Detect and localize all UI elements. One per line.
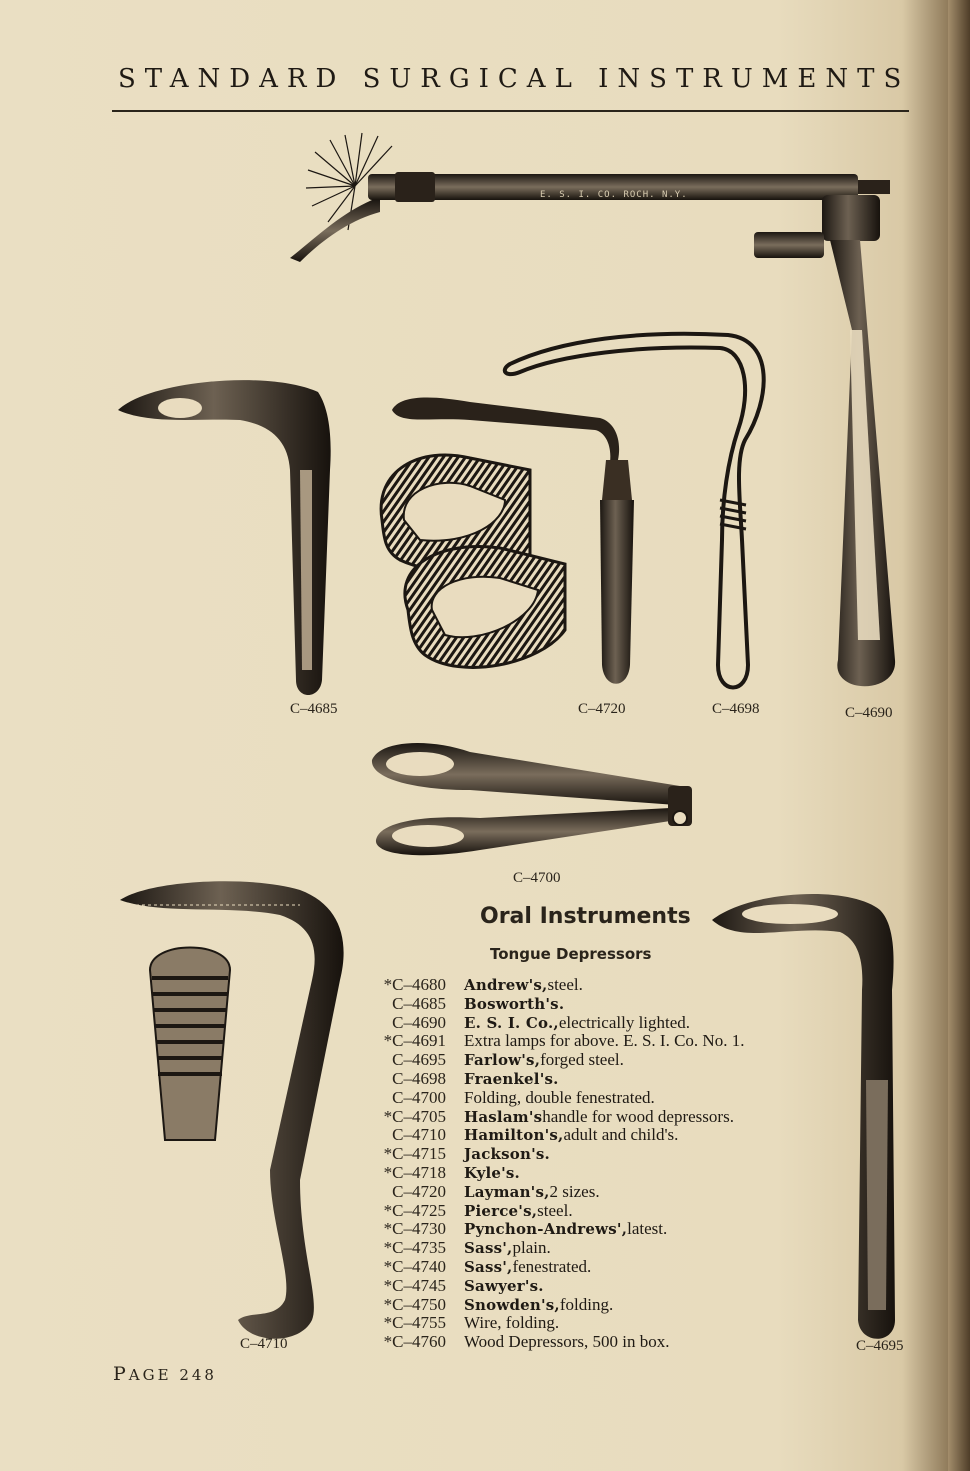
catalog-name: E. S. I. Co., <box>464 1013 559 1032</box>
figure-label-c4700: C–4700 <box>513 870 561 886</box>
catalog-row <box>366 1333 846 1352</box>
figure-label-c4720: C–4720 <box>578 701 626 717</box>
catalog-row <box>366 1014 846 1033</box>
catalog-desc: Extra lamps for above. E. S. I. Co. No. 1. <box>464 1031 745 1051</box>
catalog-name: Layman's, <box>464 1182 550 1201</box>
section-title: Oral Instruments <box>480 904 691 929</box>
catalog-desc: folding. <box>559 1294 614 1314</box>
catalog-code: C–4685 <box>392 993 446 1013</box>
catalog-name: Sawyer's. <box>464 1276 544 1295</box>
catalog-code: *C–4755 <box>383 1313 446 1333</box>
catalog-code: *C–4718 <box>383 1162 446 1182</box>
catalog-desc: handle for wood depressors. <box>542 1106 734 1126</box>
catalog-name: Sass', <box>464 1239 513 1258</box>
catalog-name: Kyle's. <box>464 1163 520 1182</box>
catalog-code: *C–4735 <box>383 1238 446 1258</box>
section-subtitle: Tongue Depressors <box>490 945 652 963</box>
catalog-code: *C–4705 <box>383 1106 446 1126</box>
figure-label-c4710: C–4710 <box>240 1336 288 1352</box>
page-number-value: 248 <box>179 1366 217 1384</box>
catalog-row <box>366 1145 846 1164</box>
catalog-code: *C–4725 <box>383 1200 446 1220</box>
catalog-name: Jackson's. <box>464 1145 550 1164</box>
catalog-code: C–4690 <box>392 1012 446 1032</box>
catalog-code: C–4720 <box>392 1181 446 1201</box>
catalog-row <box>366 1183 846 1202</box>
catalog-desc: electrically lighted. <box>558 1012 691 1032</box>
catalog-desc: latest. <box>627 1219 668 1239</box>
catalog-row <box>366 1314 846 1333</box>
catalog-code: *C–4740 <box>383 1256 446 1276</box>
catalog-row <box>366 1202 846 1221</box>
catalog-name: Bosworth's. <box>464 994 565 1013</box>
catalog-code: C–4710 <box>392 1125 446 1145</box>
catalog-name: Fraenkel's. <box>464 1069 559 1088</box>
figure-label-c4690: C–4690 <box>845 705 893 721</box>
catalog-code: *C–4715 <box>383 1144 446 1164</box>
catalog-name: Sass', <box>464 1257 513 1276</box>
catalog-name: Pynchon-Andrews', <box>464 1220 628 1239</box>
catalog-code: *C–4730 <box>383 1219 446 1239</box>
catalog-desc: Wire, folding. <box>464 1313 560 1333</box>
catalog-desc: Folding, double fenestrated. <box>464 1087 655 1107</box>
catalog-row <box>366 1070 846 1089</box>
esi-lighted-depressor-illustration <box>290 133 895 686</box>
bosworth-depressor-illustration <box>118 380 331 695</box>
catalog-row <box>366 1220 846 1239</box>
folding-depressor-illustration <box>372 743 692 855</box>
catalog-code: C–4698 <box>392 1068 446 1088</box>
catalog-code: *C–4750 <box>383 1294 446 1314</box>
catalog-desc: 2 sizes. <box>549 1181 600 1201</box>
catalog-desc: plain. <box>512 1238 551 1258</box>
catalog-name: Snowden's, <box>464 1295 560 1314</box>
catalog-name: Hamilton's, <box>464 1126 564 1145</box>
page-number <box>113 1363 217 1385</box>
catalog-row <box>366 976 846 995</box>
catalog-code: C–4695 <box>392 1050 446 1070</box>
figure-label-c4685: C–4685 <box>290 701 338 717</box>
layman-depressor-illustration <box>381 455 565 667</box>
catalog-list <box>366 976 846 1352</box>
hamilton-depressor-illustration <box>120 881 344 1338</box>
catalog-row <box>366 1126 846 1145</box>
catalog-code: *C–4760 <box>383 1332 446 1352</box>
catalog-row <box>366 995 846 1014</box>
catalog-name: Andrew's, <box>464 976 548 994</box>
catalog-desc: fenestrated. <box>512 1256 592 1276</box>
figure-label-c4695: C–4695 <box>856 1338 904 1354</box>
catalog-desc: steel. <box>547 975 583 994</box>
catalog-code: C–4700 <box>392 1087 446 1107</box>
engraving-text: E. S. I. CO. ROCH. N.Y. <box>540 190 688 200</box>
catalog-desc: forged steel. <box>540 1050 624 1070</box>
catalog-code: *C–4680 <box>383 975 446 994</box>
page-prefix-rest: AGE <box>128 1366 172 1384</box>
page-header: STANDARD SURGICAL INSTRUMENTS <box>118 64 911 94</box>
catalog-code: *C–4691 <box>383 1031 446 1051</box>
catalog-name: Pierce's, <box>464 1201 538 1220</box>
catalog-row <box>366 1258 846 1277</box>
figure-label-c4698: C–4698 <box>712 701 760 717</box>
catalog-row <box>366 1296 846 1315</box>
catalog-desc: Wood Depressors, 500 in box. <box>464 1332 670 1352</box>
catalog-row <box>366 1089 846 1108</box>
catalog-name: Haslam's <box>464 1107 543 1126</box>
page-prefix-initial: P <box>113 1363 129 1385</box>
catalog-row <box>366 1164 846 1183</box>
catalog-desc: adult and child's. <box>563 1125 679 1145</box>
catalog-row <box>366 1239 846 1258</box>
catalog-row <box>366 1108 846 1127</box>
catalog-row <box>366 1277 846 1296</box>
catalog-code: *C–4745 <box>383 1275 446 1295</box>
catalog-row <box>366 1051 846 1070</box>
catalog-name: Farlow's, <box>464 1051 541 1070</box>
catalog-row <box>366 1032 846 1051</box>
catalog-desc: steel. <box>537 1200 573 1220</box>
